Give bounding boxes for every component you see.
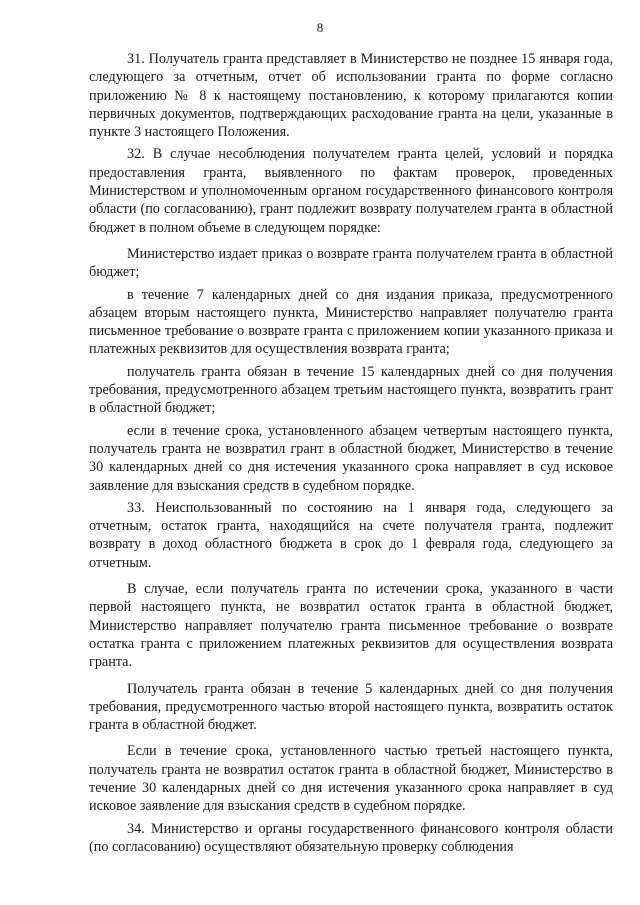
- paragraph-33: 33. Неиспользованный по состоянию на 1 января года, следующего за отчетным, остаток гранта, находящийся на счете получателя гранта, подлежит возврату в доход областного бюджета в срок до 1 февраля года, следующего за отчетным.: [89, 499, 613, 571]
- paragraph-33-part-3: Получатель гранта обязан в течение 5 календарных дней со дня получения требования, предусмотренного частью второй настоящего пункта, возвратить остаток гранта в областной бюджет.: [89, 680, 613, 734]
- paragraph-31: 31. Получатель гранта представляет в Министерство не позднее 15 января года, следующего за отчетным, отчет об использовании гранта по форме согласно приложению № 8 к настоящему постановлению, к которому прилагаются копии первичных документов, подтверждающих расходование гранта на цели, указанные в пункте 3 настоящего Положения.: [89, 51, 613, 141]
- paragraph-32-item-1: Министерство издает приказ о возврате гранта получателем гранта в областной бюджет;: [89, 245, 613, 281]
- paragraph-34: 34. Министерство и органы государственного финансового контроля области (по согласованию) осуществляют обязательную проверку соблюдения: [89, 820, 613, 855]
- paragraph-33-part-4: Если в течение срока, установленного частью третьей настоящего пункта, получатель гранта не возвратил остаток гранта в областной бюджет, Министерство в течение 30 календарных дней со дня истечения указанного срока направляет в суд исковое заявление для взыскания средств в судебном порядке.: [89, 743, 613, 815]
- paragraph-32-item-2: в течение 7 календарных дней со дня издания приказа, предусмотренного абзацем вторым настоящего пункта, Министерство направляет получателю гранта письменное требование о возврате гранта с приложением копии указанного приказа и платежных реквизитов для осуществления возврата гранта;: [89, 286, 613, 358]
- paragraph-33-part-2: В случае, если получатель гранта по истечении срока, указанного в части первой настоящего пункта, не возвратил остаток гранта в областной бюджет, Министерство направляет получателю гранта письменное требование о возврате остатка гранта с приложением платежных реквизитов для осуществления возврата гранта.: [89, 581, 613, 671]
- page-number: 8: [316, 20, 324, 35]
- paragraph-32: 32. В случае несоблюдения получателем гранта целей, условий и порядка предоставления гранта, выявленного по фактам проверок, проведенных Министерством и уполномоченным органом государственного финансового контроля области (по согласованию), грант подлежит возврату получателем гранта в областной бюджет в полном объеме в следующем порядке:: [89, 146, 613, 236]
- paragraph-32-item-4: если в течение срока, установленного абзацем четвертым настоящего пункта, получатель гранта не возвратил грант в областной бюджет, Министерство в течение 30 календарных дней со дня истечения указанного срока направляет в суд исковое заявление для взыскания средств в судебном порядке.: [89, 422, 613, 494]
- document-body: [89, 50, 613, 860]
- paragraph-32-item-3: получатель гранта обязан в течение 15 календарных дней со дня получения требования, предусмотренного абзацем третьим настоящего пункта, возвратить грант в областной бюджет;: [89, 363, 613, 417]
